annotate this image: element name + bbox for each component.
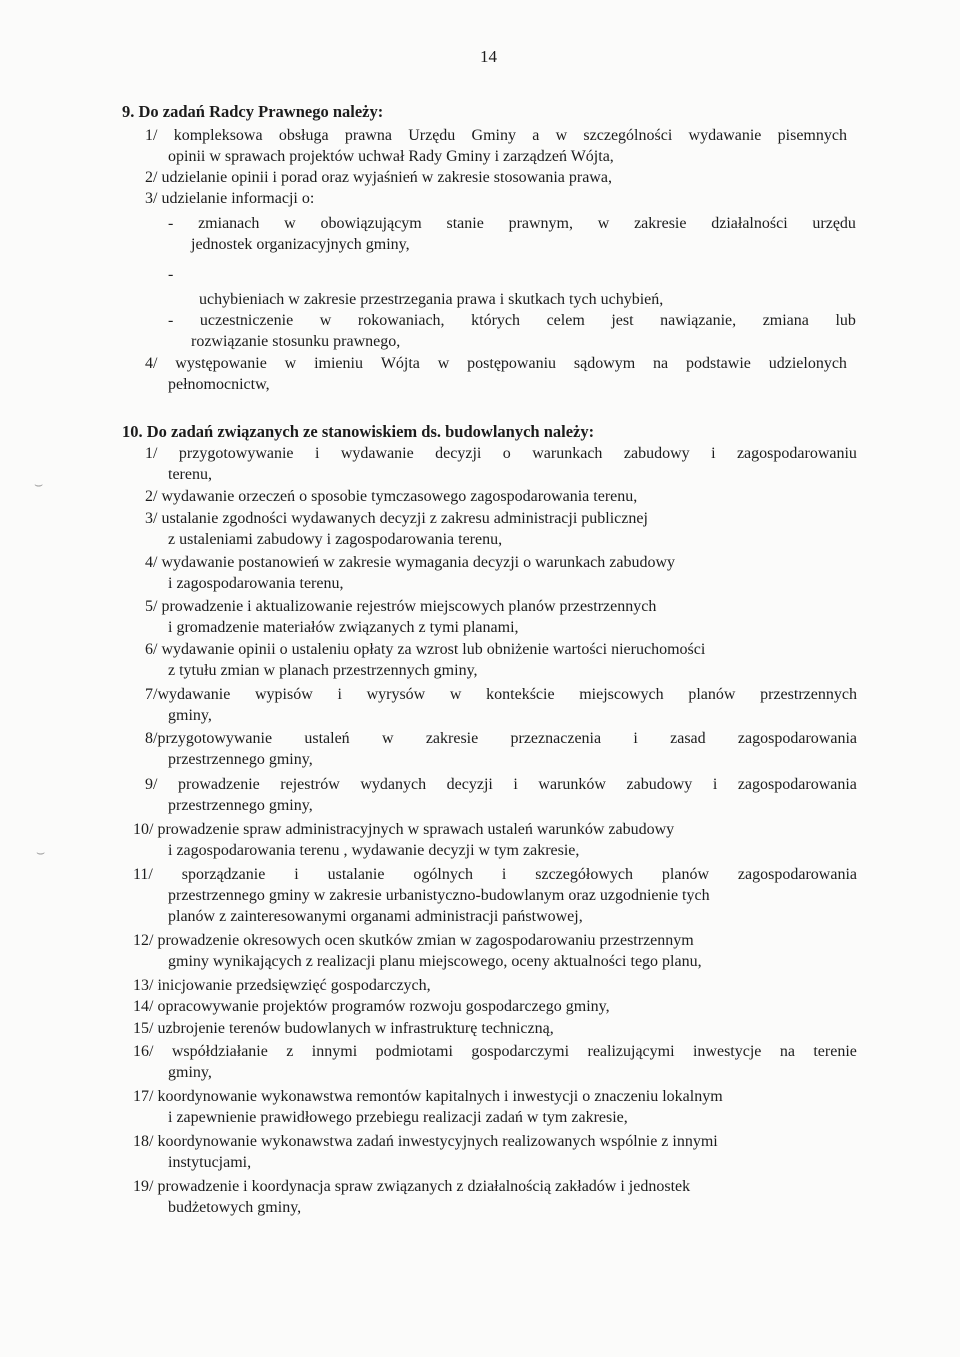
section-9-heading: 9. Do zadań Radcy Prawnego należy: bbox=[122, 102, 384, 121]
text-line: uchybieniach w zakresie przestrzegania prawa i skutkach tych uchybień, bbox=[199, 291, 664, 308]
text-line: budżetowych gminy, bbox=[168, 1199, 302, 1216]
text-line: i zapewnienie prawidłowego przebiegu realizacji zadań w tym zakresie, bbox=[168, 1109, 628, 1126]
text-line: z ustaleniami zabudowy i zagospodarowania terenu, bbox=[168, 531, 503, 548]
text-line: 9/ prowadzenie rejestrów wydanych decyzji i warunków zabudowy i zagospodarowania bbox=[145, 776, 857, 793]
text-line: 19/ prowadzenie i koordynacja spraw związanych z działalnością zakładów i jednostek bbox=[133, 1178, 691, 1195]
text-line: 5/ prowadzenie i aktualizowanie rejestrów miejscowych planów przestrzennych bbox=[145, 598, 657, 615]
text-line: 17/ koordynowanie wykonawstwa remontów kapitalnych i inwestycji o znaczeniu lokalnym bbox=[133, 1088, 723, 1105]
text-line: instytucjami, bbox=[168, 1154, 252, 1171]
text-line: przestrzennego gminy, bbox=[168, 751, 313, 768]
text-line: planów z zainteresowanymi organami administracji państwowej, bbox=[168, 908, 583, 925]
text-line: 12/ prowadzenie okresowych ocen skutków zmian w zagospodarowaniu przestrzennym bbox=[133, 932, 694, 949]
text-line: gminy, bbox=[168, 1064, 212, 1081]
text-line: - zmianach w obowiązującym stanie prawnym, w zakresie działalności urzędu bbox=[168, 215, 856, 232]
text-line: i zagospodarowania terenu, bbox=[168, 575, 344, 592]
text-line: 1/ przygotowywanie i wydawanie decyzji o warunkach zabudowy i zagospodarowaniu bbox=[145, 445, 857, 462]
text-line: przestrzennego gminy, bbox=[168, 797, 313, 814]
text-line: 2/ wydawanie orzeczeń o sposobie tymczasowego zagospodarowania terenu, bbox=[145, 488, 638, 505]
text-line: 15/ uzbrojenie terenów budowlanych w infrastrukturę techniczną, bbox=[133, 1020, 554, 1037]
text-line: przestrzennego gminy w zakresie urbanistyczno-budowlanym oraz uzgodnienie tych bbox=[168, 887, 710, 904]
text-line: pełnomocnictw, bbox=[168, 376, 270, 393]
text-line: 16/ współdziałanie z innymi podmiotami gospodarczymi realizującymi inwestycje na terenie bbox=[133, 1043, 857, 1060]
text-line: i gromadzenie materiałów związanych z tymi planami, bbox=[168, 619, 519, 636]
text-line: 6/ wydawanie opinii o ustaleniu opłaty za wzrost lub obniżenie wartości nieruchomości bbox=[145, 641, 706, 658]
text-line: 14/ opracowywanie projektów programów rozwoju gospodarczego gminy, bbox=[133, 998, 610, 1015]
text-line: 18/ koordynowanie wykonawstwa zadań inwestycyjnych realizowanych wspólnie z innymi bbox=[133, 1133, 718, 1150]
section-10-heading: 10. Do zadań związanych ze stanowiskiem ds. budowlanych należy: bbox=[122, 422, 595, 441]
text-line: jednostek organizacyjnych gminy, bbox=[191, 236, 410, 253]
text-line: gminy, bbox=[168, 707, 212, 724]
text-line: opinii w sprawach projektów uchwał Rady Gminy i zarządzeń Wójta, bbox=[168, 148, 614, 165]
text-line: 8/przygotowywanie ustaleń w zakresie przeznaczenia i zasad zagospodarowania bbox=[145, 730, 857, 747]
text-line: 13/ inicjowanie przedsięwzięć gospodarczych, bbox=[133, 977, 431, 994]
text-line: 11/ sporządzanie i ustalanie ogólnych i szczegółowych planów zagospodarowania bbox=[133, 866, 857, 883]
text-line: 2/ udzielanie opinii i porad oraz wyjaśnień w zakresie stosowania prawa, bbox=[145, 169, 612, 186]
page-number: 14 bbox=[480, 47, 497, 66]
text-line: - uczestniczenie w rokowaniach, których celem jest nawiązanie, zmiana lub bbox=[168, 312, 856, 329]
text-line: 1/ kompleksowa obsługa prawna Urzędu Gminy a w szczególności wydawanie pisemnych bbox=[145, 127, 847, 144]
scan-mark: ⌣ bbox=[34, 478, 44, 493]
text-line: z tytułu zmian w planach przestrzennych gminy, bbox=[168, 662, 478, 679]
text-line: terenu, bbox=[168, 466, 212, 483]
text-line: 7/wydawanie wypisów i wyrysów w kontekście miejscowych planów przestrzennych bbox=[145, 686, 857, 703]
text-line: 10/ prowadzenie spraw administracyjnych w sprawach ustaleń warunków zabudowy bbox=[133, 821, 675, 838]
text-line: 3/ ustalanie zgodności wydawanych decyzji z zakresu administracji publicznej bbox=[145, 510, 648, 527]
text-line: 4/ występowanie w imieniu Wójta w postępowaniu sądowym na podstawie udzielonych bbox=[145, 355, 847, 372]
text-line: i zagospodarowania terenu , wydawanie decyzji w tym zakresie, bbox=[168, 842, 580, 859]
text-line: 4/ wydawanie postanowień w zakresie wymagania decyzji o warunkach zabudowy bbox=[145, 554, 676, 571]
text-line: 3/ udzielanie informacji o: bbox=[145, 190, 315, 207]
text-line: - bbox=[168, 266, 174, 283]
text-line: rozwiązanie stosunku prawnego, bbox=[191, 333, 401, 350]
scan-mark: ⌣ bbox=[36, 846, 46, 861]
text-line: gminy wynikających z realizacji planu miejscowego, oceny aktualności tego planu, bbox=[168, 953, 702, 970]
